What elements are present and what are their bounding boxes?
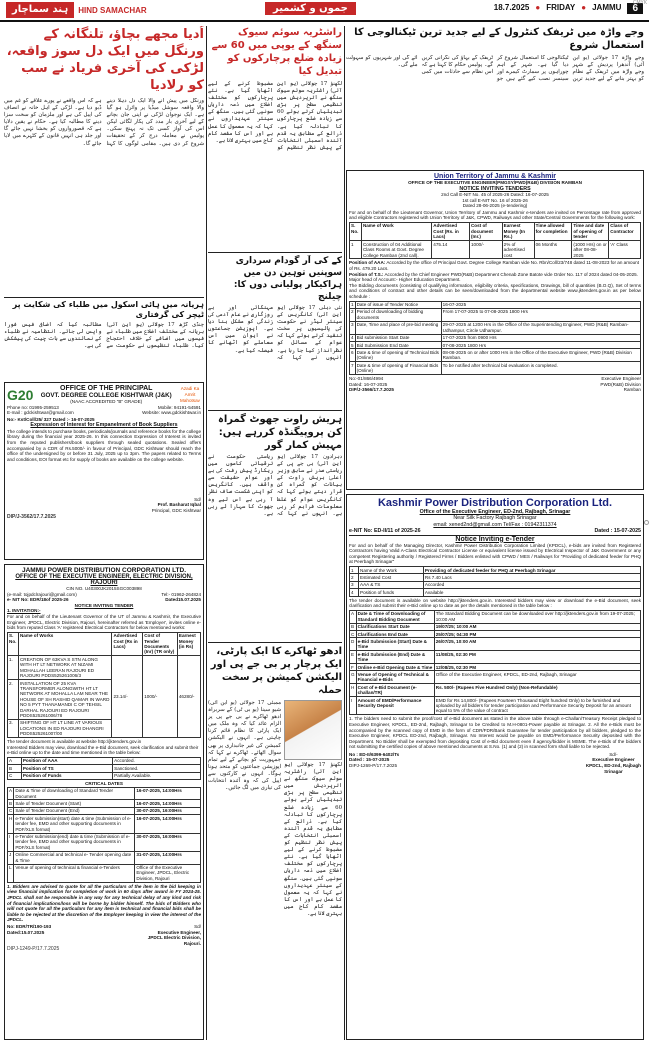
value: Accorded by the Chief Engineer PWD(R&B) Department Chenab Zone Batote vide Order No. 117 of 2024 dated 04-05-2025. [384,271,638,277]
article-content [208,700,342,1038]
table-cell: Sale of Tender Document (Start) [14,800,135,807]
table-cell: 19/07/25; 10:00 AM [434,623,640,630]
table-cell: Date of issue of Tender Notice [355,301,441,308]
ref-no: No: EDR/TR/190-193 [7,923,52,929]
table-row [8,656,201,680]
col-header: Time and date of opening of tender [572,222,609,240]
table-row [350,334,641,341]
phone: Phone no: 01995-259513 [7,404,59,410]
nit-date: Dated15.07.2025 [165,597,201,603]
table-cell: Amount of EMD/Performance Security Deposit [356,697,434,715]
bid-note: The Bidding documents (consisting of qualifying information, eligibility criteria, specifications, Drawings, bill of quantities (B.O.Q), Set of terms and conditions of contract and other details can be seen/downloaded from the departmental website www.jktenders.gov.in as per below schedule : [349,282,641,299]
table-row [350,684,641,697]
table-row [350,664,641,671]
mobile: Mobile: 94191-54591 [157,404,201,410]
col-header: Name of Works [18,632,111,656]
table-cell: Accorded. [113,757,201,764]
table-cell: Date & time of opening of Technical Bids (Online) [355,349,441,362]
nit-title: NOTICE INVITING TENDERS [459,185,531,192]
sign-line: Executive Engineer, [157,929,201,935]
ad-gdc-kishtwar [4,382,204,560]
page-number: 6 [627,3,643,14]
ad-intro: For and on behalf of the Lieutenant Governor, Union Territory of Jammu and Kashmir e-tenders are invited on Percentage rate from approved and eligible Contractors registered with Union Territory of J&K, CPWD, Railways and other State/Central Governments for the following work: [349,209,641,221]
details-table [349,566,641,597]
nit-dated: Dated 28-06-2025 (e-tendering) [462,203,528,209]
dip-code: DIPJ-1269-P/17.7.2025 [349,763,398,769]
table-cell: Rs. 500/- (Rupees Five Hundred Only) (Non-Refundable) [434,684,640,697]
table-cell: 7 [350,362,356,375]
table-cell: 'A' Class [609,241,641,259]
sub-headline: ہریانہ میں ہائی اسکول میں طلباء کی شکایت پر ٹیچر کی گرفتاری [4,297,204,320]
photo-column [284,700,342,1038]
table-cell: A [350,610,357,623]
col-header: S. No. [350,222,362,240]
schedule-table [349,301,641,375]
section-title: جموں و کشمیر [265,2,356,15]
dip-code: DIP/J-3562/17.7.2025 [7,513,56,520]
table-row [8,757,201,764]
table-cell: C [351,631,355,637]
ad-naac: (NAAC ACCREDITED "B" GRADE) [70,399,143,404]
azadi-logo: Azadi Ka Amrit Mahotsav [180,386,200,403]
table-cell: 5 [351,342,354,348]
dot-icon: ● [581,3,587,12]
article-body: ممبئی 17 جولائی (یو این آئی) شیو سینا (یو بی ٹی) کے سربراہ ادھو ٹھاکرے نے بی جے پی پر الزام عائد کیا کہ وہ ملک میں ایک پارٹی کا نظام قائم کرنا چاہتی ہے۔ انہوں نے الیکشن کمیشن کی غیر جانبداری پر بھی سوال اٹھائے۔ ٹھاکرے نے کہا کہ جمہوریت کو بچانے کے لیے تمام اپوزیشن جماعتوں کو متحد ہونا ہوگا۔ انہوں نے کارکنوں سے اپیل کی کہ وہ آئندہ انتخابات کی تیاری میں لگ جائیں۔ [208,700,281,792]
table-cell: D [350,638,357,651]
table-cell: AAA & TS [359,581,424,588]
ad-signature [148,924,201,946]
critical-title: CRITICAL DATES [85,781,123,787]
table-header [350,222,641,240]
col-header: S. No. [8,632,19,656]
table-cell: 1000/- [469,241,502,259]
table-cell: INSTALLATION OF 25 KVA TRANSFORMER ALONGWITH HT LT NETWORK AT MOHALLA LAM NEAR THE HOUSE OF SH RASHID QAMAR IN WARD NO 5 PYT THANAMANDI C OF TEHSIL DARHAL RAJOURI ED RAJOURI PDDS525261006/78 [18,680,111,720]
major-head: Major head of Account:- Higher Education Department. [349,277,461,283]
table-cell: 16-07-2025, 14:00Hrs [135,787,201,800]
aaa-position [349,260,641,271]
interested-note: Interested Bidders may view, download the e-Bid document, seek clarification and submit their e-Bid online up to the date and time mentioned in the table below: [7,744,199,756]
dip-code: DIP/J-3566/17.7.2025 [349,387,394,393]
table-cell: Rs 7.40 Lacs [423,574,640,581]
ad-subject: Expression of Interest for Empanelment of Book Suppliers [30,422,178,429]
aaa-table [7,757,201,780]
nit-title: NOTICE INVITING TENDER [74,602,134,608]
ad-footer [349,376,641,393]
table-cell: 29-07-2025 at 1200 Hrs in the Office of the Superintending Engineer, PWD (R&B) Ramban-Udhampur, Circle Udhampur. [441,321,640,334]
table-row [350,362,641,375]
table-cell: 2% of advertised cost [502,241,534,259]
ad-ref [7,924,51,946]
table-cell: 2 [350,308,356,321]
portal-note: The tender document is available at website http://jktenders.gov.in [7,739,142,745]
table-cell: 2 [350,574,359,581]
brand-english: HIND SAMACHAR [78,5,147,15]
table-cell: Position of Funds [21,772,112,779]
table-cell: Sale of Tender Document (End) [14,807,135,814]
table-cell: Name of the Work [359,567,424,574]
table-cell: A [8,787,14,800]
table-cell: 17-07-2025 from 0900 Hrs [441,334,640,341]
table-cell: Online e-Bid Opening Date & Time [357,664,433,670]
headline: ہریش راوت جھوٹ گمراہ کن پروپیگنڈہ کررہے ہیں: مہیش کمار گور [217,414,342,451]
table-cell: G [350,671,357,684]
ad-email: email: xened2nd@gmail.com Tel/Fax : 01942311374 [433,521,557,528]
sign-line: PWD(R&B) Division [600,381,641,387]
sign-line: Prof. Basharat Iqbal [157,502,201,508]
table-row [8,815,201,833]
table-cell: B [8,765,22,772]
table-row [350,638,641,651]
ad-company: Kashmir Power Distribution Corporation Ltd. [377,497,613,509]
table-cell: 1000/- [143,656,178,738]
table-cell: e-Bid Submission (Start) Date & Time [356,638,434,651]
issue-date: 18.7.2025 [493,3,530,12]
brand-urdu: ہند سماچار [6,2,74,18]
table-cell: SHIFTING OF HT LT LINE AT VARIOUS LOCATIONS IN ED RAJOURI DHANGRI PDDS525261007/00 [18,719,111,737]
table-row [350,241,641,259]
table-cell: Bid submission Start Date [355,334,441,341]
article-challenge [208,252,342,406]
table-cell: 6 [350,349,356,362]
table-cell: Position of AAA [21,757,112,764]
table-cell: Online Commercial and technical e- Tender opening date & Time [14,851,135,864]
ad-header [7,385,201,405]
article-body: لکھنؤ 17 جولائی (یو این آئی) راشٹریہ سوئم سیوک سنگھ نے اترپردیش میں تنظیمی سطح پر بڑی تبدیلیاں کرتے ہوئے 60 سے زیادہ ضلع پرچارکوں کا تبادلہ کیا ہے۔ ذرائع کے مطابق یہ قدم آئندہ اسمبلی انتخابات کے پیش نظر تنظیم کو مضبوط کرنے کے لیے اٹھایا گیا ہے۔ نئے پرچارکوں کو مختلف اضلاع میں ذمہ داریاں سونپی گئی ہیں۔ سنگھ کے سینئر عہدیداروں نے کہا کہ یہ معمول کا عمل ہے اور اس کا مقصد کام کاج میں بہتری لانا ہے۔ [208,81,342,151]
email: E-mail : gdckishtwar@gmail.com [7,410,74,416]
masthead [0,0,649,22]
ad-office: Office of the Executive Engineer, ED-2nd, Rajbagh, Srinagar [419,509,571,515]
table-row [350,623,641,630]
table-cell: Office of the Executive Engineer, JPDCL, Electric Division, Rajouri [135,864,201,882]
table-cell: Providing of dedicated feeder for PHQ at Peerbagh Srinagar [423,567,640,574]
table-row [8,833,201,851]
col-header: Earnest Money (In Rs.) [502,222,534,240]
col-header: Advertised Cost (Rs. in Lacs) [432,222,470,240]
value: Accorded by the office of Principal Govt. Degree College Ramban vide No. Rbn/Coll/23/748 dated 11-08-2023 for an amount of Rs. 479.20 Lacs. [349,260,639,271]
table-row [8,864,201,882]
table-cell: Clarifications End Date [356,631,434,638]
ad-notes: 1. The bidders need to submit the proof/cost of e-Bid document as stated in the above table through e-Challan/Treasury Receipt pledged to Executive Engineer, KPDCL, ED-2nd, Rajbagh, Srinagar to be Credited to M.H-0801-Power payable at Srinagar. 2. All the e-Bids must be accompanied by the scanned copy of EMD in the form of CDR/FDR/Bank Guarantee for tender participation by all bidders, pledged to the Executive Engineer, KPDCL ED-2nd, Rajbagh, Srinagar. No Interest would be payable on EMD/Performance Security deposited with the Department. No Bidder shall be exempted from depositing Cost of e-Bid document even if agency/bidder is MSME. The e-Bids of the bidders not submitting the certified copies of above mentioned documents at S.No. (1) and (2) in scanned form shall liable to be rejected. [349,716,641,750]
table-cell: 11/08/25, 02:30 PM [434,651,640,664]
ad-footer [349,752,641,774]
table-cell: I [350,697,357,715]
headline: وجے واڑہ میں ٹریفک کنٹرول کے لیے جدید ترین ٹیکنالوجی کا استعمال شروع [354,27,644,51]
table-cell: Available [423,589,640,596]
ref-date: Dated:15.07.2025 [7,929,45,935]
sign-line: JPDCL Electric Division, [147,935,201,941]
table-cell: Bid Submission End Date [355,342,441,349]
ad-address: Near Silk Factory Rajbagh Srinagar [453,515,537,522]
table-cell: C [9,808,13,814]
table-cell: 1 [351,302,354,308]
table-cell: E [350,651,357,664]
sign-line: Principal, GDC Kishtwar [151,507,201,513]
table-cell: 2. [8,680,19,720]
table-cell: 07-08-2025 1800 Hrs [441,342,640,349]
table-cell: H [350,684,357,697]
table-cell: F [350,664,357,671]
headline: راشٹریہ سوئم سیوک سنگھ کے یوپی میں 60 سے زیادہ ضلع پرچارکوں کو تبدیل کیا [211,27,342,77]
table-row [8,800,201,807]
website: Website: www.gdckishtwar.in [142,410,201,416]
table-cell: Accorded [423,581,640,588]
ad-jpdcl [4,564,204,1040]
table-cell: Period of downloading of bidding documents [355,308,441,321]
nit-no: e-NIT No: ED-II/11 of 2025-26 [349,528,421,535]
table-cell: Partially Available. [113,772,201,779]
table-cell: 16-07-2025, 14:00Hrs [135,815,201,833]
ad-ut-tender [346,170,644,490]
ad-ref: No:- Kst/Coll/25/ 327 Dated :- 16-07-2025 [7,416,95,422]
table-cell: 26/07/25, 10:00 AM [434,638,640,651]
ad-college: GOVT. DEGREE COLLEGE KISHTWAR (J&K) [40,392,172,399]
article-body-continued: لکھنؤ 17 جولائی (یو این آئی) راشٹریہ سوئم سیوک سنگھ نے اترپردیش میں تنظیمی سطح پر بڑی تبدیلیاں کرتے ہوئے 60 سے زیادہ ضلع پرچارکوں کا تبادلہ کیا ہے۔ ذرائع کے مطابق یہ قدم آئندہ اسمبلی انتخابات کے پیش نظر تنظیم کو مضبوط کرنے کے لیے اٹھایا گیا ہے۔ نئے پرچارکوں کو مختلف اضلاع میں ذمہ داریاں سونپی گئی ہیں۔ سنگھ کے سینئر عہدیداروں نے کہا کہ یہ معمول کا عمل ہے اور اس کا مقصد کام کاج میں بہتری لانا ہے۔ [284,762,342,917]
article-body: دہرادون 17 جولائی (یو این آئی) بی جے پی کے ریاستی صدر نے سابق وزیر اعلیٰ ہریش راوت کے بیانات کو گمراہ کن قرار دیتے ہوئے کہا کہ کانگریس عوام کو غلط معلومات فراہم کر رہی ہے۔ انہوں نے کہا کہ ریاستی حکومت نے ترقیاتی کاموں میں ریکارڈ پیش رفت کی ہے اور عوام حقیقت سے واقف ہیں۔ کانگریس کو اپنی شکست صاف نظر آ رہی ہے اس لیے وہ جھوٹ کا سہارا لے رہی ہے۔ [208,454,342,517]
ad-office: OFFICE OF THE EXECUTIVE ENGINEER, ELECTRIC DIVISION, RAJOURI [15,574,193,586]
table-row [350,349,641,362]
table-cell: EMD for Rs 14,800/- (Rupees Fourteen Thousand Eight hundred Only) to be furnished and uploaded by all bidders for tender participation and Performance Security Deposit for an amount equal to 5% of the value of contract [434,697,640,715]
email: (e-mail: tojpdclrajouri@gmail.com) [7,591,77,597]
work-table [349,222,641,259]
works-table [7,632,201,738]
table-cell: Date & Time of Downloading of Standard Bidding Document [356,610,434,623]
table-row [350,342,641,349]
table-cell: e-Tender submission(end) date & time (Submission of e-tender fee, EMD and other supporting documents in PDF/XLS format) [14,833,135,851]
cmyk-mark: CMYK [632,0,647,6]
sign-line: Sd/- [609,751,618,757]
nit-no: e- NIT No: EDR/18of 2025-26 [7,597,69,603]
bidder-note: 1. Bidders are advised to quote for all the particulars of the item in the bid keeping in view financial implication for completion of work in 60 days after award in FY 2024-25. JPDCL shall not be responsible in any way for any technical delay of any kind and risk of financial implications/loss will be borne by bidder himself. The bids of Bidders who will not quote for all the particulars for any item is technical and financial bids shall be liable to be rejected at the discretion of the Employer keeping in view the interest of the JPDCL. [7,883,201,923]
table-cell: CREATION OF 63KVA S STN ALONG WITH HT LT NETWORK AT NIZAMI MOHALLAH LEERAN RAJOURI ED RAJOURI PDDS525261006/3 [18,656,111,680]
ad-signature [586,752,641,774]
table-cell: 12/08/25, 02:30 PM [434,664,640,671]
column-rule [206,26,207,1040]
sign-line: Sd/ [194,923,201,929]
ad-kpdcl [346,494,644,1040]
article-body: وجے واڑہ 17 جولائی (یو این آئی) آندھرا پردیش کے شہر وجے واڑہ میں ٹریفک کے نظام کو بہتر بنانے کے لیے جدید ترین ٹیکنالوجی کا استعمال شروع کر دیا گیا ہے۔ شہر کے اہم چوراہوں پر سمارٹ کیمرے اور سینسر نصب کیے گئے ہیں جو ٹریفک کے بہاؤ کی نگرانی کریں گے۔ پولیس حکام کا کہنا ہے کہ اس نظام سے حادثات میں کمی آئے گی اور شہریوں کو سہولت ملے گی۔ [346,55,644,83]
table-row [8,807,201,814]
invitation-text: For and on behalf of the Lieutenant Governor of the UT of Jammu & Kashmir, the Executive Engineer, JPDCL, Electric Division, Rajouri, hereinafter referred as 'Employer', invites online e-bids from reputed Class 'A' registered Electrical Contractors for below mentioned works: [7,613,201,631]
table-cell: 31-07-2025, 14:00Hrs [135,851,201,864]
nit-date: Dated : 15-07-2025 [594,528,641,535]
col-header: Cost of document (Inr.) [469,222,502,240]
table-row [350,651,641,664]
table-cell: Estimated Cost [359,574,424,581]
sign-line: Srinagar [604,768,623,774]
table-cell: Date & time of opening of Financial Bids (Online) [355,362,441,375]
dot-icon: ● [535,3,541,12]
g20-logo: G20 [7,386,34,403]
ad-ref [349,376,394,393]
schedule-table [349,610,641,716]
nit-call: 2nd Call E-NIT No. 45 of 2025-26 Dated: 16-07-2025 [441,192,549,197]
table-row [8,787,201,800]
col-header: Cost of Tender Documents (Inr) (TR only) [143,632,178,656]
article-body: چنڈی گڑھ 17 جولائی (یو این آئی) ہریانہ کے مختلف اضلاع میں طلباء نے فیسوں میں اضافے کے خلاف احتجاج کیا۔ طلباء تنظیموں نے حکومت سے مطالبہ کیا کہ اضافی فیس فوراً واپس لی جائے۔ انتظامیہ نے طلباء کے نمائندوں سے بات چیت کی پیشکش کی ہے۔ [4,322,204,350]
table-cell: B [9,800,13,806]
table-cell: 46280/- [177,656,200,738]
contact-line [7,410,201,416]
issue-day: FRIDAY [546,3,576,12]
portal-note: The tender document is available on website http://jktenders.gov.in. Interested bidders may view or download the e-Bid document, seek clarification and submit their e-Bid online up to date as per the details mentioned in the table below : [349,597,641,609]
article-rawat [208,410,342,638]
table-cell: 4 [351,335,354,341]
table-cell: 3 [350,321,356,334]
table-cell: 1 [350,241,362,259]
headline: کے کی آر گودام سرداری سوپنیں توہین دن میں ہراکیکار پولیانی دوں کا: چیلنج [233,256,342,302]
table-row [8,851,201,864]
ad-ref [349,752,399,774]
table-cell: 3. [8,719,19,737]
table-row [350,574,641,581]
table-cell: C [8,772,22,779]
sign-line: Ramban [623,387,641,393]
sign-line: Sd/ [194,496,201,502]
critical-dates-table [7,787,201,883]
table-cell: 30-07-2025, 16:00Hrs [135,833,201,851]
ad-company: JAMMU POWER DISTRIBUTION CORPORATION LTD. [21,567,187,574]
table-cell: Sanctioned. [113,765,201,772]
table-row [350,567,641,574]
ref-no: No : ED-II/6399-6402/Ts [349,751,400,757]
ad-intro: For and on behalf of the Managing Director, Kashmir Power Distribution Corporation Limited (KPDCL), e-bids are invited from Registered Contractors having Valid A-Class Electrical Contractor License or equivalent license issued by Electrical Inspector of J&K Government or any competent Registering authority / Registered Firms / Bidders enlisted with CPWD / MES / Railways for "Providing of dedicated feeder for PHQ at Peerbagh Srinagar" [349,542,641,565]
masthead-meta [494,3,643,14]
table-cell: e-Tender submission(start) date & time (Submission of e-tender fee, EMD and other supporting documents in PDF/XLS format) [14,815,135,833]
table-cell: Date, Time and place of pre-bid meeting [355,321,441,334]
table-cell: (1000 Hrs) on or after 08-08-2025 [573,241,607,258]
nit-title: Notice Inviting e-Tender [455,535,535,543]
table-row [350,610,641,623]
table-cell: 475.14 [432,241,470,259]
sign-line: Executive Engineer [601,376,641,382]
table-cell: H [8,815,14,833]
table-cell: Office of the Executive Engineer, KPDCL, ED-2nd, Rajbagh, Srinagar [434,671,640,684]
article-warangal [4,26,204,378]
table-cell: A [8,757,22,764]
invitation-label: 1. INVITATION:- [7,608,41,614]
ad-office: OFFICE OF THE EXECUTIVE ENGINEER(PMGSY/PWD(R&B) DIVISION RAMBAN [408,180,582,185]
ad-signature [600,376,641,393]
table-cell: 4 [350,589,359,596]
article-rss [208,26,342,248]
table-row [350,589,641,596]
headline: ادھو ٹھاکرے کا ایک پارٹی، ایک پرچار پر بی جے پی اور الیکشن کمیشن پر سخت حملہ [210,646,342,696]
ad-body: The college intends to purchase books, periodicals/journals and reference books for the college library during the financial year 2025-26. In this connection Expression of Interest is invited from the reputed publishers/book suppliers through sealed quotations. Sealed offers accompanied by a CDR of Rs.5000/- in favour of Principal, GDC Kishtwar should reach the office of the undersigned by or before 31 July, 2025 up to 3pm. The papers related to Terms and conditions, EOI format etc for supply of books are available on the college website. [7,428,201,462]
ad-office: OFFICE OF THE PRINCIPAL [60,385,153,392]
table-cell: 08-08-2025 on or after 1000 Hrs in the Office of the Executive Engineer, PWD (R&B) Division Ramban. [441,349,640,362]
table-cell: Venue of opening of technical & financial e-Tenders [14,864,135,882]
table-cell: 23.14/- [112,656,143,738]
table-row [350,308,641,321]
table-cell: Construction of 04 Additional Class Rooms at Govt. Degree College Ramban (2nd call). [361,241,431,259]
table-cell: Cost of e-Bid Document (e-challan/TR) [356,684,434,697]
table-cell: I [8,833,14,851]
table-cell: L [8,864,14,882]
table-cell: 16-07-2025 [441,301,640,308]
portrait-photo [284,700,342,760]
table-cell: Clarifications Start Date [356,623,434,630]
table-cell: 16-07-2025, 14:00Hrs [135,800,201,807]
ref-no: No:-01/866/4994 [349,376,384,382]
table-row [350,321,641,334]
col-header: Earnest Money (in Rs) [177,632,200,656]
ad-footer [7,924,201,946]
table-header [8,632,201,656]
table-row [350,581,641,588]
ad-signature [7,497,201,514]
table-cell: Position of funds [359,589,424,596]
headline: اُدیا مجھے بچاؤ، تلنگانہ کے ورنگل میں ایک دل سوز واقعہ، لڑکی کی آخری فریاد نے سب کو رلادیا [6,27,204,93]
table-cell: e-Bid Submission (End) Date & Time [356,651,434,664]
table-cell: Position of TS [21,765,112,772]
table-cell: The Standard Bidding Document can be downloaded over http://jktenders.gov.in from 19-07-2025; 10:00 AM [434,610,640,623]
table-cell: From 17-07-2025 to 07-08-2025 1800 Hrs [441,308,640,321]
ref-date: Dated: 16-07-2025 [349,381,388,387]
table-cell: Date & Time of downloading of Standard Tender Document [14,787,135,800]
article-body: نئی دہلی 17 جولائی (یو این آئی) کانگریس کے سینئر لیڈر نے حکومت کی پالیسیوں پر سخت تنقید کرتے ہوئے کہا کہ عوام کے مسائل کو نظرانداز کیا جا رہا ہے۔ انہوں نے کہا کہ مہنگائی اور بے روزگاری نے عام آدمی کی زندگی کو مشکل بنا دیا ہے۔ اپوزیشن جماعتوں نے ایوان میں اس معاملے کو اٹھانے کا فیصلہ کیا ہے۔ [208,305,342,361]
table-row [350,671,641,684]
table-cell: 06 Months [534,241,572,259]
col-header: Name of Work [361,222,431,240]
ad-header-text [36,385,176,405]
table-cell: To be notified after technical bid evaluation is completed. [441,362,640,375]
table-row [8,765,201,772]
article-body: ورنگل میں پیش آنے والا ایک دل دہلا دینے والا واقعہ سوشل میڈیا پر وائرل ہو گیا ہے۔ ایک نوجوان لڑکی نے اپنی جان بچانے کے لیے آخری بار مدد کی پکار لگائی لیکن اس کی آواز کسی تک نہ پہنچ سکی۔ پولیس نے معاملہ درج کر کے تحقیقات شروع کر دی ہیں۔ مقامی لوگوں کا کہنا ہے کہ اس واقعے نے پورے علاقے کو غم میں ڈبو دیا ہے۔ لڑکی کے اہل خانہ نے انصاف کی اپیل کی ہے اور ملزمان کو سخت سزا دینے کا مطالبہ کیا ہے۔ حکام نے یقین دلایا ہے کہ قصورواروں کو بخشا نہیں جائے گا اور جلد ہی انہیں قانون کے کٹہرے میں لایا جائے گا۔ [4,98,204,147]
table-cell: 1. [8,656,19,680]
article-thackeray [208,642,342,1038]
table-cell: 3 [350,581,359,588]
table-row [350,301,641,308]
col-header: Advertised Cost (Rs in Lacs) [112,632,143,656]
column-rule [344,26,345,1040]
sign-line: Rajouri. [183,940,201,946]
label: Position of T.S.: [349,271,384,277]
registration-mark-icon [644,520,649,525]
table-cell: 30-07-2025, 16:00Hrs [135,807,201,814]
table-row [350,631,641,638]
col-header: Time allowed for completion [534,222,572,240]
tel: Tel:- 01962-264824 [161,591,201,597]
label: Position of AAA: [349,260,386,266]
table-cell: 25/07/25; 04:30 PM [434,631,640,638]
nit-line [349,528,641,535]
table-row [8,772,201,779]
sign-line: Executive Engineer [592,757,635,763]
table-row [350,697,641,715]
table-cell: 1 [350,567,359,574]
ad-title: Union Territory of Jammu & Kashmir [433,173,556,180]
table-cell: J [8,851,14,864]
issue-city: JAMMU [592,3,622,12]
article-vijayawada [346,26,644,166]
sign-line: KPDCL, ED-2nd, Rajbagh [585,763,641,769]
col-header: Class of Contractor [609,222,641,240]
table-cell: Venue of Opening of Technical & Financial e-Bids [356,671,434,684]
dip-code: DIPJ-1249-P/17.7.2025 [7,946,60,953]
table-cell: B [351,624,355,630]
ad-cin: CIN NO. U40300JK2015SGC003898 [66,586,142,591]
nit-ref: 1st call E-NIT No. 16 of 2025-26 [462,197,528,203]
ref-date: Dated : 15-07-2025 [349,757,390,763]
